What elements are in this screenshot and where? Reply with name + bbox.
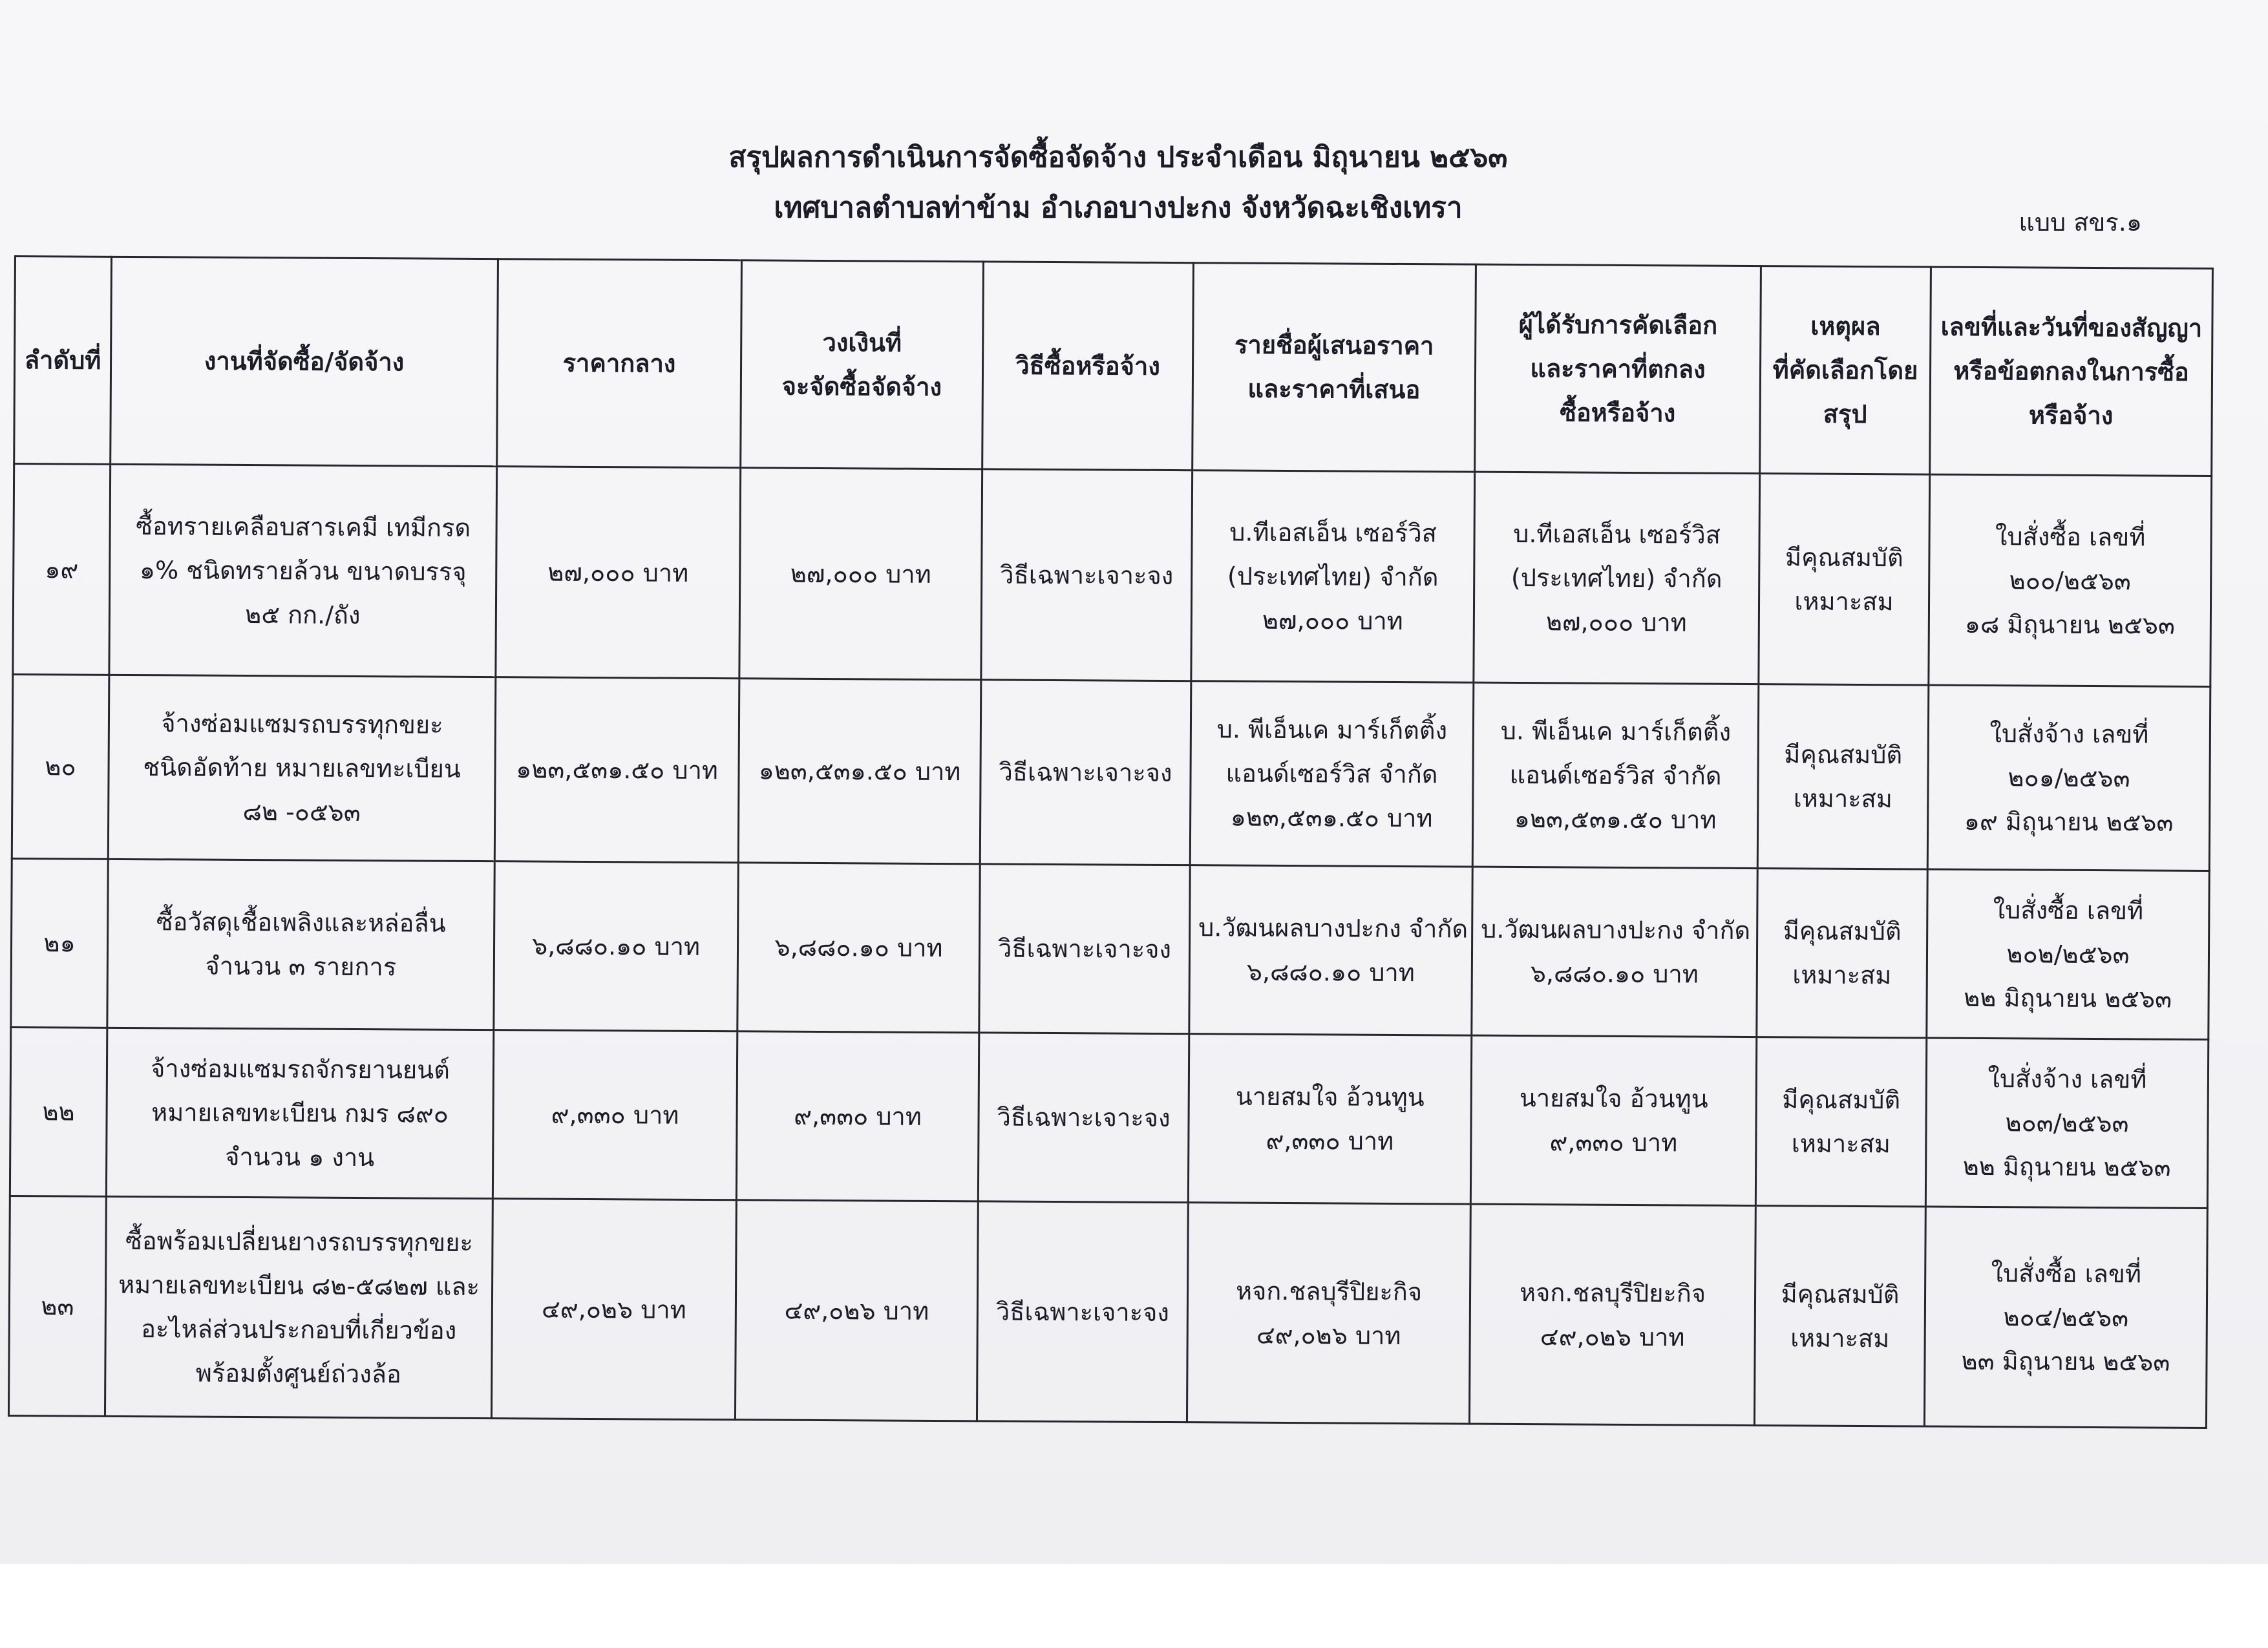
- cell-text-line: ๘๒ -๐๕๖๓: [242, 797, 361, 827]
- cell-text-line: งานที่จัดซื้อ/จัดจ้าง: [204, 346, 405, 377]
- cell-text-line: แอนด์เซอร์วิส จำกัด: [1225, 759, 1438, 789]
- cell-text-line: หจก.ชลบุรีปิยะกิจ: [1235, 1276, 1423, 1306]
- column-header: [741, 260, 984, 469]
- contract-reference-cell: [1929, 474, 2212, 686]
- cell-text-line: ๙,๓๓๐ บาท: [794, 1101, 922, 1131]
- selected-vendor-cell: [1472, 867, 1757, 1037]
- reference-price-cell: [496, 467, 741, 679]
- cell-text-line: ๑๙: [45, 555, 79, 584]
- selection-reason-cell: [1757, 684, 1929, 869]
- table-row: [11, 858, 2209, 1039]
- table-row: [10, 1027, 2208, 1208]
- cell-text-line: จำนวน ๑ งาน: [225, 1142, 375, 1172]
- column-header: [1475, 264, 1761, 473]
- cell-text-line: ๔๙,๐๒๖ บาท: [784, 1296, 929, 1326]
- cell-text-line: วงเงินที่: [822, 328, 902, 357]
- cell-text-line: ๑๒๓,๕๓๑.๕๐ บาท: [1230, 803, 1433, 833]
- column-header: [497, 259, 742, 468]
- cell-text-line: มีคุณสมบัติ: [1785, 542, 1903, 572]
- cell-text-line: (ประเทศไทย) จำกัด: [1227, 561, 1439, 591]
- budget-cell: [735, 1200, 978, 1421]
- cell-text-line: ๒๐๐/๒๕๖๓: [2009, 565, 2131, 595]
- cell-text-line: จ้างซ่อมแซมรถจักรยานยนต์: [150, 1054, 450, 1084]
- cell-text-line: ๑% ชนิดทรายล้วน ขนาดบรรจุ: [139, 555, 467, 586]
- cell-text-line: ๒๐: [45, 752, 76, 781]
- cell-text-line: จำนวน ๓ รายการ: [205, 951, 397, 982]
- cell-text-line: ซื้อหรือจ้าง: [1560, 398, 1676, 428]
- cell-text-line: ใบสั่งซื้อ เลขที่: [1991, 1258, 2142, 1288]
- cell-text-line: ๖,๘๘๐.๑๐ บาท: [1530, 959, 1699, 989]
- cell-text-line: เหตุผล: [1810, 312, 1881, 341]
- bidders-cell: [1189, 865, 1472, 1035]
- cell-text-line: หจก.ชลบุรีปิยะกิจ: [1519, 1278, 1706, 1308]
- selected-vendor-cell: [1469, 1204, 1755, 1425]
- budget-cell: [738, 679, 981, 864]
- cell-text-line: มีคุณสมบัติ: [1782, 1085, 1901, 1115]
- cell-text-line: ๖,๘๘๐.๑๐ บาท: [1246, 957, 1415, 988]
- column-header: [1930, 267, 2213, 476]
- table-row: [8, 1196, 2207, 1428]
- selected-vendor-cell: [1470, 1035, 1756, 1205]
- cell-text-line: ผู้ได้รับการคัดเลือก: [1518, 310, 1718, 340]
- cell-text-line: มีคุณสมบัติ: [1783, 916, 1902, 946]
- cell-text-line: (ประเทศไทย) จำกัด: [1510, 563, 1722, 593]
- item-description-cell: [108, 675, 496, 861]
- cell-text-line: บ.ทีเอสเอ็น เซอร์วิส: [1229, 518, 1437, 547]
- cell-text-line: ๒๗,๐๐๐ บาท: [547, 558, 689, 587]
- table-header-row: [14, 257, 2213, 476]
- row-number-cell: [12, 674, 109, 859]
- cell-text-line: บ. พีเอ็นเค มาร์เก็ตติ้ง: [1500, 716, 1732, 746]
- cell-text-line: ราคากลาง: [562, 348, 676, 378]
- document-title: สรุปผลการดำเนินการจัดซื้อจัดจ้าง ประจำเดือน มิถุนายน ๒๕๖๓: [728, 141, 1508, 174]
- cell-text-line: ๔๙,๐๒๖ บาท: [1540, 1322, 1685, 1351]
- cell-text-line: จ้างซ่อมแซมรถบรรทุกขยะ: [161, 709, 443, 739]
- budget-cell: [739, 468, 982, 680]
- cell-text-line: ๒๒ มิถุนายน ๒๕๖๓: [1962, 1152, 2171, 1182]
- cell-text-line: ๒๗,๐๐๐ บาท: [1262, 606, 1403, 635]
- document-subtitle: เทศบาลตำบลท่าข้าม อำเภอบางปะกง จังหวัดฉะเชิงเทรา: [774, 191, 1463, 224]
- selected-vendor-cell: [1474, 472, 1760, 684]
- cell-text-line: รายชื่อผู้เสนอราคา: [1234, 330, 1434, 361]
- cell-text-line: แอนด์เซอร์วิส จำกัด: [1509, 760, 1722, 790]
- cell-text-line: และราคาที่ตกลง: [1530, 354, 1706, 384]
- cell-text-line: ๖,๘๘๐.๑๐ บาท: [531, 931, 701, 961]
- column-header: [14, 257, 112, 465]
- cell-text-line: อะไหล่ส่วนประกอบที่เกี่ยวข้อง: [141, 1314, 457, 1345]
- selection-reason-cell: [1755, 1037, 1926, 1207]
- cell-text-line: ๒๕ กก./ถัง: [245, 600, 361, 629]
- procurement-method-cell: [978, 1033, 1189, 1203]
- cell-text-line: หรือจ้าง: [2028, 401, 2114, 430]
- bidders-cell: [1188, 1034, 1471, 1204]
- cell-text-line: และราคาที่เสนอ: [1247, 374, 1421, 405]
- cell-text-line: ใบสั่งซื้อ เลขที่: [1993, 896, 2144, 925]
- reference-price-cell: [494, 861, 738, 1031]
- cell-text-line: ๒๐๔/๒๕๖๓: [2003, 1302, 2129, 1332]
- cell-text-line: ๑๙ มิถุนายน ๒๕๖๓: [1964, 807, 2174, 837]
- row-number-cell: [13, 464, 111, 675]
- cell-text-line: นายสมใจ อ้วนทูน: [1235, 1082, 1425, 1112]
- cell-text-line: เหมาะสม: [1792, 960, 1892, 990]
- reference-price-cell: [494, 677, 739, 863]
- selection-reason-cell: [1754, 1206, 1925, 1426]
- table-row: [13, 464, 2212, 687]
- row-number-cell: [10, 1027, 107, 1196]
- cell-text-line: ๑๒๓,๕๓๑.๕๐ บาท: [758, 756, 961, 787]
- cell-text-line: ซื้อวัสดุเชื้อเพลิงและหล่อลื่น: [156, 907, 446, 938]
- cell-text-line: มีคุณสมบัติ: [1781, 1279, 1900, 1309]
- cell-text-line: ๙,๓๓๐ บาท: [1549, 1128, 1678, 1157]
- cell-text-line: ๒๗,๐๐๐ บาท: [1545, 607, 1687, 637]
- selection-reason-cell: [1757, 869, 1927, 1038]
- column-header: [1192, 263, 1476, 472]
- cell-text-line: ๑๒๓,๕๓๑.๕๐ บาท: [1514, 804, 1717, 834]
- bidders-cell: [1190, 681, 1474, 867]
- cell-text-line: ๒๒ มิถุนายน ๒๕๖๓: [1964, 983, 2172, 1013]
- cell-text-line: ซื้อทรายเคลือบสารเคมี เทมีกรด: [136, 511, 471, 542]
- cell-text-line: วิธีเฉพาะเจาะจง: [997, 1103, 1171, 1133]
- cell-text-line: วิธีเฉพาะเจาะจง: [995, 1297, 1170, 1327]
- cell-text-line: หรือข้อตกลงในการซื้อ: [1953, 356, 2189, 386]
- selection-reason-cell: [1759, 474, 1930, 685]
- table-row: [12, 674, 2210, 871]
- cell-text-line: ๑๘ มิถุนายน ๒๕๖๓: [1964, 609, 2176, 640]
- cell-text-line: ๒๐๒/๒๕๖๓: [2006, 940, 2130, 969]
- cell-text-line: ๒๐๑/๒๕๖๓: [2008, 763, 2130, 793]
- cell-text-line: บ.วัฒนผลบางปะกง จำกัด: [1198, 913, 1468, 944]
- contract-reference-cell: [1927, 685, 2210, 871]
- item-description-cell: [107, 859, 494, 1030]
- row-number-cell: [8, 1196, 106, 1416]
- cell-text-line: ๔๙,๐๒๖ บาท: [1256, 1320, 1401, 1350]
- procurement-method-cell: [981, 469, 1192, 681]
- cell-text-line: บ.วัฒนผลบางปะกง จำกัด: [1481, 914, 1751, 945]
- procurement-method-cell: [980, 680, 1191, 865]
- bidders-cell: [1191, 470, 1475, 682]
- cell-text-line: วิธีเฉพาะเจาะจง: [1000, 560, 1174, 590]
- item-description-cell: [105, 1196, 493, 1418]
- cell-text-line: ๑๒๓,๕๓๑.๕๐ บาท: [516, 755, 719, 785]
- contract-reference-cell: [1924, 1207, 2207, 1428]
- scan-margin: [0, 1564, 2268, 1648]
- cell-text-line: บ.ทีเอสเอ็น เซอร์วิส: [1513, 519, 1721, 549]
- cell-text-line: ๒๒: [42, 1097, 75, 1126]
- cell-text-line: จะจัดซื้อจัดจ้าง: [781, 372, 942, 402]
- cell-text-line: เหมาะสม: [1791, 1129, 1891, 1159]
- bidders-cell: [1187, 1203, 1470, 1424]
- cell-text-line: เหมาะสม: [1793, 784, 1893, 814]
- cell-text-line: ลำดับที่: [24, 346, 101, 375]
- procurement-summary-table: [8, 255, 2214, 1429]
- cell-text-line: ชนิดอัดท้าย หมายเลขทะเบียน: [143, 753, 461, 783]
- cell-text-line: เหมาะสม: [1794, 586, 1894, 616]
- cell-text-line: ๒๗,๐๐๐ บาท: [790, 559, 931, 589]
- cell-text-line: ๒๓: [41, 1291, 74, 1321]
- reference-price-cell: [491, 1199, 736, 1420]
- cell-text-line: หมายเลขทะเบียน ๘๒-๕๘๒๗ และ: [118, 1270, 480, 1301]
- contract-reference-cell: [1927, 869, 2209, 1039]
- selected-vendor-cell: [1472, 682, 1759, 868]
- budget-cell: [737, 863, 980, 1033]
- cell-text-line: ๙,๓๓๐ บาท: [1266, 1126, 1394, 1156]
- cell-text-line: วิธีเฉพาะเจาะจง: [999, 757, 1172, 788]
- cell-text-line: มีคุณสมบัติ: [1784, 740, 1903, 770]
- reference-price-cell: [493, 1030, 737, 1200]
- cell-text-line: ใบสั่งจ้าง เลขที่: [1989, 719, 2149, 749]
- cell-text-line: เลขที่และวันที่ของสัญญา: [1940, 312, 2203, 343]
- form-code: แบบ สขร.๑: [2019, 208, 2142, 237]
- cell-text-line: พร้อมตั้งศูนย์ถ่วงล้อ: [195, 1358, 401, 1388]
- cell-text-line: ซื้อพร้อมเปลี่ยนยางรถบรรทุกขยะ: [125, 1226, 474, 1257]
- cell-text-line: ๔๙,๐๒๖ บาท: [541, 1294, 686, 1324]
- cell-text-line: ๙,๓๓๐ บาท: [551, 1100, 679, 1130]
- cell-text-line: หมายเลขทะเบียน กมร ๘๙๐: [151, 1098, 449, 1128]
- procurement-method-cell: [977, 1201, 1188, 1422]
- cell-text-line: วิธีซื้อหรือจ้าง: [1015, 351, 1160, 381]
- cell-text-line: ๒๑: [43, 929, 76, 958]
- column-header: [1760, 266, 1931, 474]
- item-description-cell: [106, 1028, 493, 1198]
- cell-text-line: วิธีเฉพาะเจาะจง: [997, 934, 1172, 964]
- cell-text-line: ๒๐๓/๒๕๖๓: [2005, 1108, 2129, 1138]
- cell-text-line: ใบสั่งจ้าง เลขที่: [1987, 1064, 2147, 1094]
- cell-text-line: ๖,๘๘๐.๑๐ บาท: [774, 933, 943, 963]
- cell-text-line: เหมาะสม: [1790, 1323, 1890, 1353]
- cell-text-line: ๒๓ มิถุนายน ๒๕๖๓: [1961, 1346, 2170, 1377]
- contract-reference-cell: [1925, 1038, 2208, 1208]
- cell-text-line: สรุป: [1823, 399, 1867, 429]
- cell-text-line: ใบสั่งซื้อ เลขที่: [1995, 522, 2146, 551]
- procurement-method-cell: [979, 864, 1190, 1034]
- cell-text-line: ที่คัดเลือกโดย: [1772, 355, 1918, 385]
- cell-text-line: บ. พีเอ็นเค มาร์เก็ตติ้ง: [1216, 715, 1448, 745]
- row-number-cell: [11, 858, 108, 1028]
- budget-cell: [736, 1031, 979, 1201]
- cell-text-line: นายสมใจ อ้วนทูน: [1519, 1084, 1708, 1114]
- column-header: [111, 257, 498, 466]
- item-description-cell: [109, 464, 497, 677]
- column-header: [982, 262, 1194, 470]
